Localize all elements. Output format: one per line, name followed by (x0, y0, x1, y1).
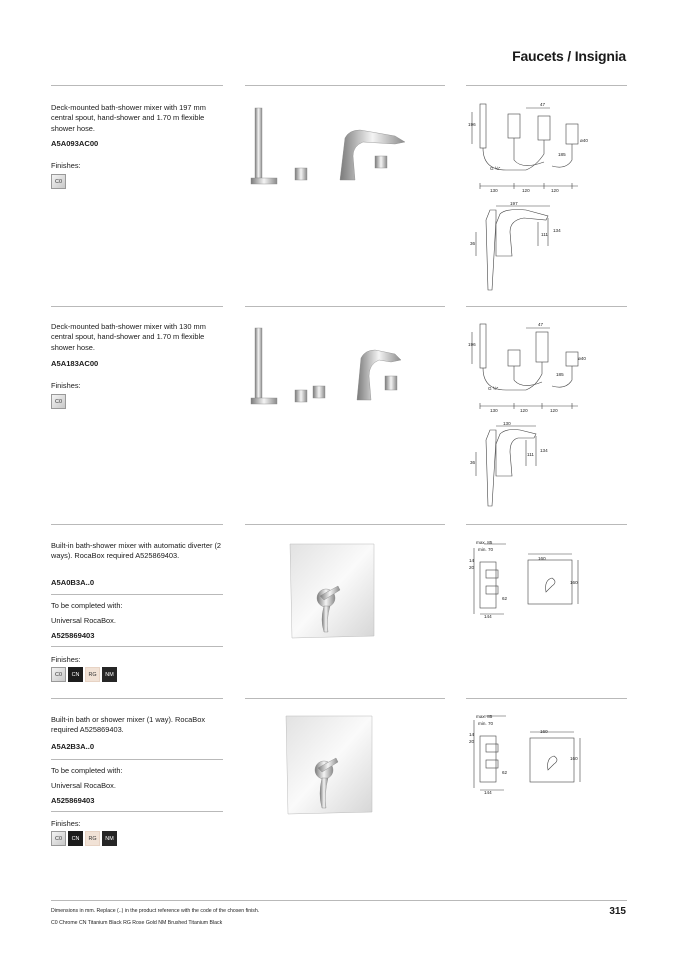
dim-label: 47 (538, 322, 544, 327)
complete-reference: A525869403 (51, 796, 95, 805)
technical-drawing-side (466, 420, 596, 510)
dim-label: 160 (570, 580, 578, 585)
finishes-swatches (51, 394, 66, 409)
finish-swatch-rose-gold: RG (85, 831, 100, 846)
product-photo (276, 712, 380, 820)
page-title: Faucets / Insignia (512, 48, 626, 64)
divider (51, 524, 223, 525)
dim-label: 36 (470, 241, 476, 246)
product-reference: A5A093AC00 (51, 139, 99, 148)
divider (51, 594, 223, 595)
complete-label: To be completed with: (51, 766, 123, 775)
dim-label: max. 85 (476, 714, 493, 719)
product-reference: A5A2B3A..0 (51, 742, 95, 751)
dim-label: 120 (522, 188, 530, 193)
divider (245, 698, 445, 699)
divider (51, 759, 223, 760)
finishes-label: Finishes: (51, 819, 81, 828)
dim-label: 144 (484, 790, 492, 795)
finish-swatch-chrome: C0 (51, 831, 66, 846)
dim-label: 196 (468, 342, 476, 347)
dim-label: 111 (541, 232, 548, 237)
finishes-swatches (51, 831, 117, 846)
dim-label: 14 (469, 558, 475, 563)
finishes-swatches (51, 667, 117, 682)
finishes-label: Finishes: (51, 655, 81, 664)
dim-label: 196 (468, 122, 476, 127)
dim-label: 134 (540, 448, 548, 453)
finish-swatch-chrome: C0 (51, 394, 66, 409)
dim-label: 130 (490, 188, 498, 193)
dim-label: 130 (503, 421, 511, 426)
divider (466, 698, 627, 699)
dim-label: G ½" (490, 166, 501, 171)
finish-swatch-chrome: C0 (51, 667, 66, 682)
divider (245, 85, 445, 86)
dim-label: 185 (556, 372, 564, 377)
product-reference: A5A183AC00 (51, 359, 99, 368)
dim-label: G ½" (488, 386, 499, 391)
divider (51, 85, 223, 86)
product-description: Built-in bath-shower mixer with automatic diverter (2 ways). RocaBox required A525869403. (51, 541, 222, 561)
finish-swatch-brushed-titanium-black: NM (102, 831, 117, 846)
dim-label: max. 85 (476, 540, 493, 545)
product-photo (245, 320, 445, 415)
finish-swatch-titanium-black: CN (68, 831, 83, 846)
product-photo (280, 540, 380, 642)
dim-label: 160 (570, 756, 578, 761)
dim-label: 20 (469, 565, 475, 570)
dim-label: 62 (502, 596, 508, 601)
dim-label: 62 (502, 770, 508, 775)
dim-label: 130 (490, 408, 498, 413)
dim-label: ø40 (578, 356, 586, 361)
product-description: Deck-mounted bath-shower mixer with 130 mm central spout, hand-shower and 1.70 m flexible shower hose. (51, 322, 206, 352)
product-description: Deck-mounted bath-shower mixer with 197 mm central spout, hand-shower and 1.70 m flexible shower hose. (51, 103, 206, 133)
finishes-label: Finishes: (51, 161, 81, 170)
dim-label: 14 (469, 732, 475, 737)
finishes-swatches (51, 174, 66, 189)
divider (245, 524, 445, 525)
divider (51, 646, 223, 647)
finish-swatch-rose-gold: RG (85, 667, 100, 682)
divider (245, 306, 445, 307)
complete-label: To be completed with: (51, 601, 123, 610)
dim-label: 47 (540, 102, 546, 107)
dim-label: 20 (469, 739, 475, 744)
dim-label: min. 70 (478, 547, 494, 552)
dim-label: 111 (527, 452, 534, 457)
dim-label: 36 (470, 460, 476, 465)
divider (51, 811, 223, 812)
product-photo (245, 100, 445, 195)
dim-label: 120 (520, 408, 528, 413)
technical-drawing-plan (466, 100, 596, 195)
dim-label: ø40 (580, 138, 588, 143)
dim-label: min. 70 (478, 721, 494, 726)
dim-label: 120 (551, 188, 559, 193)
product-reference: A5A0B3A..0 (51, 578, 95, 587)
dim-label: 185 (558, 152, 566, 157)
complete-item: Universal RocaBox. (51, 616, 116, 625)
technical-drawing-side (466, 200, 596, 295)
finish-legend: C0 Chrome CN Titanium Black RG Rose Gold NM Brushed Titanium Black (51, 920, 223, 926)
complete-item: Universal RocaBox. (51, 781, 116, 790)
finish-swatch-brushed-titanium-black: NM (102, 667, 117, 682)
dim-label: 120 (550, 408, 558, 413)
divider (51, 698, 223, 699)
divider (51, 306, 223, 307)
finish-swatch-titanium-black: CN (68, 667, 83, 682)
dim-label: 144 (484, 614, 492, 619)
dim-label: 160 (538, 556, 546, 561)
finishes-label: Finishes: (51, 381, 81, 390)
product-description: Built-in bath or shower mixer (1 way). RocaBox required A525869403. (51, 715, 206, 735)
divider (466, 306, 627, 307)
divider (466, 85, 627, 86)
complete-reference: A525869403 (51, 631, 95, 640)
dim-label: 160 (540, 729, 548, 734)
dim-label: 134 (553, 228, 561, 233)
divider (466, 524, 627, 525)
page-number: 315 (609, 906, 626, 917)
technical-drawing-plan (466, 320, 596, 415)
dim-label: 197 (510, 201, 518, 206)
finish-swatch-chrome: C0 (51, 174, 66, 189)
footer-note: Dimensions in mm. Replace (..) in the product reference with the code of the chosen finish. (51, 908, 260, 914)
footer-divider (51, 900, 627, 901)
